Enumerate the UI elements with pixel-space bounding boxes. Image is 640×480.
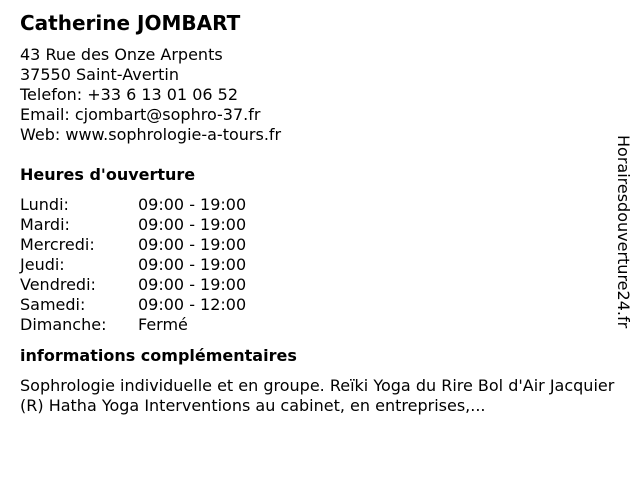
email-line: Email: cjombart@sophro-37.fr <box>20 105 261 124</box>
hours-day: Samedi: <box>20 295 86 314</box>
hours-time: 09:00 - 19:00 <box>138 235 247 254</box>
opening-hours-title: Heures d'ouverture <box>20 165 196 184</box>
hours-time: 09:00 - 19:00 <box>138 255 247 274</box>
hours-time: Fermé <box>138 315 188 334</box>
hours-day: Vendredi: <box>20 275 96 294</box>
hours-row-tuesday <box>20 215 620 235</box>
hours-time: 09:00 - 19:00 <box>138 195 247 214</box>
hours-time: 09:00 - 19:00 <box>138 215 247 234</box>
business-name: Catherine JOMBART <box>20 11 241 35</box>
additional-info-title: informations complémentaires <box>20 346 297 365</box>
watermark-text: Horairesdouverture24.fr <box>614 135 633 329</box>
address-line-1: 43 Rue des Onze Arpents <box>20 45 223 64</box>
hours-day: Mardi: <box>20 215 70 234</box>
hours-row-thursday <box>20 255 620 275</box>
opening-hours-table <box>20 195 620 335</box>
hours-day: Lundi: <box>20 195 69 214</box>
additional-info-text: Sophrologie individuelle et en groupe. Reïki Yoga du Rire Bol d'Air Jacquier (R) Hatha Yoga Interventions au cabinet, en entreprises,... <box>20 376 615 415</box>
hours-row-sunday <box>20 315 620 335</box>
hours-row-wednesday <box>20 235 620 255</box>
contact-block <box>20 45 620 145</box>
hours-row-friday <box>20 275 620 295</box>
hours-row-monday <box>20 195 620 215</box>
hours-row-saturday <box>20 295 620 315</box>
business-card <box>20 8 620 416</box>
address-line-2: 37550 Saint-Avertin <box>20 65 179 84</box>
website-line: Web: www.sophrologie-a-tours.fr <box>20 125 282 144</box>
hours-day: Jeudi: <box>20 255 65 274</box>
hours-time: 09:00 - 19:00 <box>138 275 247 294</box>
hours-day: Mercredi: <box>20 235 95 254</box>
phone-line: Telefon: +33 6 13 01 06 52 <box>20 85 239 104</box>
hours-time: 09:00 - 12:00 <box>138 295 247 314</box>
hours-day: Dimanche: <box>20 315 107 334</box>
